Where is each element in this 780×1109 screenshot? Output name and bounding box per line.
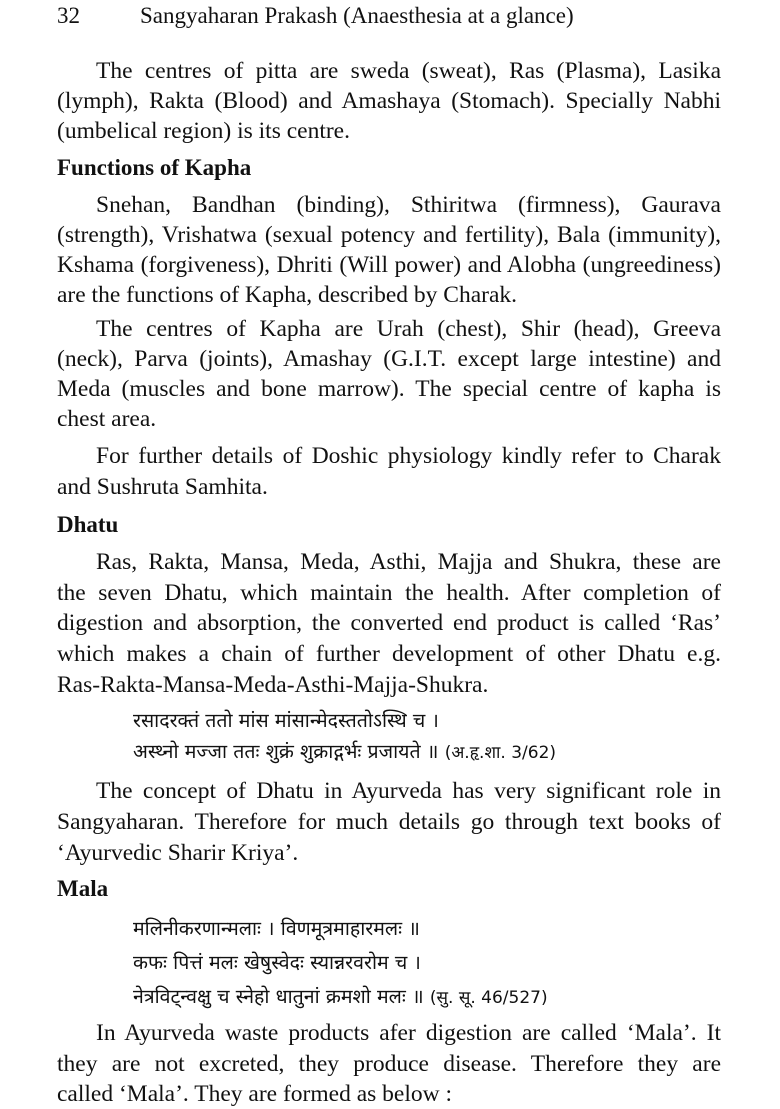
paragraph-line: are the functions of Kapha, described by Charak. bbox=[57, 282, 518, 308]
section-heading-mala: Mala bbox=[57, 876, 109, 901]
paragraph-line: Kshama (forgiveness), Dhriti (Will power) and Alobha (ungreediness) bbox=[57, 252, 721, 278]
paragraph-line: the seven Dhatu, which maintain the health. After completion of bbox=[57, 580, 721, 606]
section-heading-kapha: Functions of Kapha bbox=[57, 155, 252, 180]
page-number: 32 bbox=[57, 3, 80, 28]
paragraph-line: chest area. bbox=[57, 406, 157, 432]
paragraph-line: The centres of Kapha are Urah (chest), Shir (head), Greeva bbox=[96, 316, 721, 342]
page-header bbox=[57, 2, 757, 30]
sanskrit-verse-line: रसादरक्तं ततो मांस मांसान्मेदस्ततोऽस्थि च । bbox=[133, 709, 439, 732]
verse-text: नेत्रविट्न्वक्षु च स्नेहो धातुनां क्रमशो मलः ॥ bbox=[133, 985, 424, 1008]
sanskrit-verse-line: कफः पित्तं मलः खेषुस्वेदः स्यान्नरवरोम च । bbox=[133, 951, 421, 974]
paragraph-line: and Sushruta Samhita. bbox=[57, 474, 268, 500]
sanskrit-verse-line: मलिनीकरणान्मलाः । विणमूत्रमाहारमलः ॥ bbox=[133, 917, 420, 940]
sanskrit-verse-line bbox=[133, 737, 556, 768]
paragraph-line: ‘Ayurvedic Sharir Kriya’. bbox=[57, 840, 299, 866]
verse-text: अस्थ्नो मज्जा ततः शुक्रं शुक्राद्गर्भः प्रजायते ॥ bbox=[133, 740, 439, 763]
paragraph-line: (umbelical region) is its centre. bbox=[57, 118, 350, 144]
verse-reference: (अ.हृ.शा. 3/62) bbox=[444, 743, 557, 763]
paragraph-line: For further details of Doshic physiology kindly refer to Charak bbox=[96, 443, 721, 469]
paragraph-line: Sangyaharan. Therefore for much details go through text books of bbox=[57, 809, 721, 835]
running-title: Sangyaharan Prakash (Anaesthesia at a glance) bbox=[140, 3, 574, 28]
paragraph-line: Meda (muscles and bone marrow). The special centre of kapha is bbox=[57, 376, 721, 402]
verse-reference: (सु. सू. 46/527) bbox=[429, 988, 548, 1008]
paragraph-line: Ras, Rakta, Mansa, Meda, Asthi, Majja and Shukra, these are bbox=[96, 549, 721, 575]
paragraph-line: The concept of Dhatu in Ayurveda has very significant role in bbox=[96, 778, 721, 804]
paragraph-line: The centres of pitta are sweda (sweat), Ras (Plasma), Lasika bbox=[96, 58, 721, 84]
paragraph-line: called ‘Mala’. They are formed as below : bbox=[57, 1081, 452, 1107]
paragraph-line: In Ayurveda waste products afer digestion are called ‘Mala’. It bbox=[96, 1020, 721, 1046]
paragraph-line: (neck), Parva (joints), Amashay (G.I.T. except large intestine) and bbox=[57, 346, 721, 372]
section-heading-dhatu: Dhatu bbox=[57, 512, 119, 537]
paragraph-line: digestion and absorption, the converted end product is called ‘Ras’ bbox=[57, 610, 721, 636]
paragraph-line: they are not excreted, they produce disease. Therefore they are bbox=[57, 1051, 721, 1077]
paragraph-line: (strength), Vrishatwa (sexual potency and fertility), Bala (immunity), bbox=[57, 222, 721, 248]
sanskrit-verse-line bbox=[133, 982, 548, 1013]
paragraph-line: Snehan, Bandhan (binding), Sthiritwa (firmness), Gaurava bbox=[96, 192, 721, 218]
paragraph-line: (lymph), Rakta (Blood) and Amashaya (Stomach). Specially Nabhi bbox=[57, 88, 721, 114]
paragraph-line: Ras-Rakta-Mansa-Meda-Asthi-Majja-Shukra. bbox=[57, 672, 489, 698]
paragraph-line: which makes a chain of further development of other Dhatu e.g. bbox=[57, 641, 721, 667]
